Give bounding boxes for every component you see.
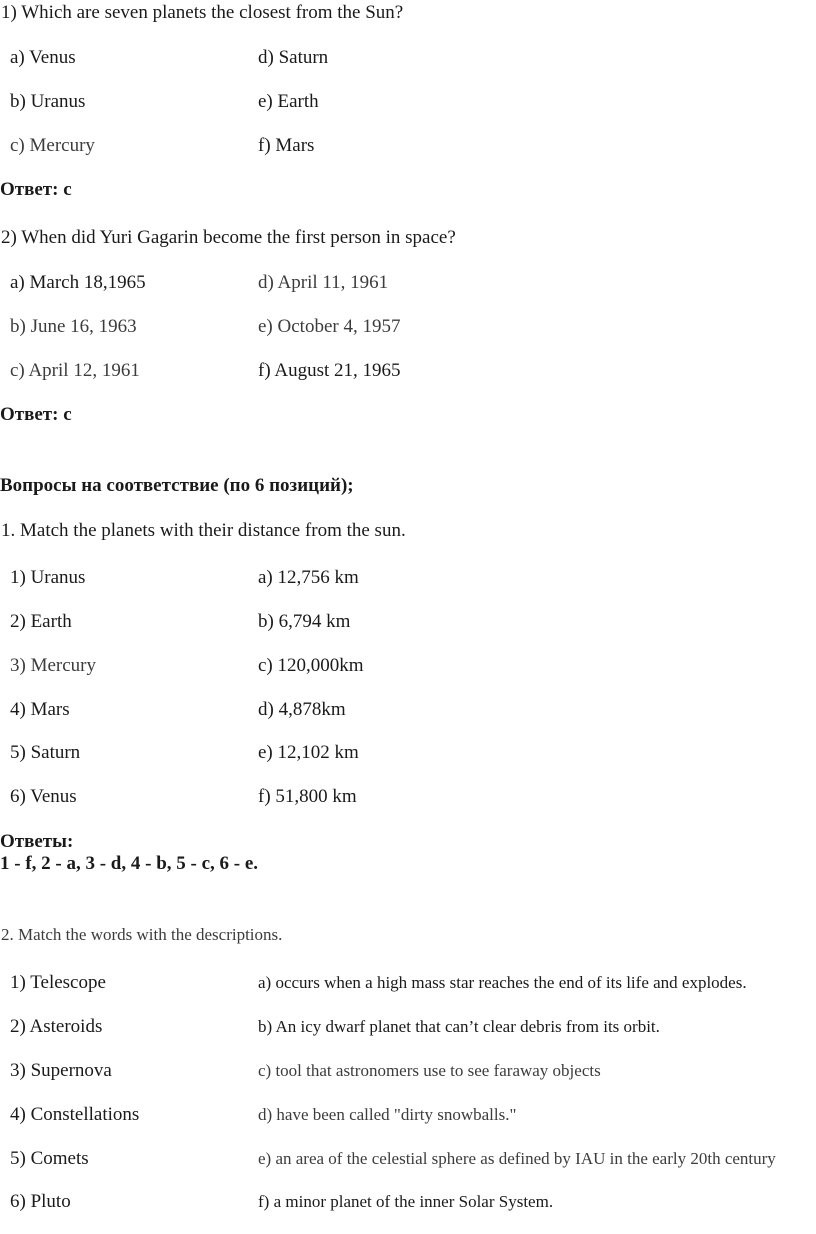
match2-right-a: a) occurs when a high mass star reaches the end of its life and explodes.	[258, 973, 747, 992]
match1-left-3: 3) Mercury	[10, 655, 96, 676]
match1-right-a: a) 12,756 km	[258, 567, 359, 588]
match2-left-6: 6) Pluto	[10, 1191, 71, 1212]
match2-left-1: 1) Telescope	[10, 972, 106, 993]
match2-left-2: 2) Asteroids	[10, 1016, 103, 1037]
match2-left-4: 4) Constellations	[10, 1104, 140, 1125]
match1-right-d: d) 4,878km	[258, 699, 346, 720]
match2-right-b: b) An icy dwarf planet that can’t clear debris from its orbit.	[258, 1017, 660, 1036]
match1-right-e: e) 12,102 km	[258, 742, 359, 763]
q2-option-e: e) October 4, 1957	[258, 316, 401, 337]
q2-option-c: c) April 12, 1961	[10, 360, 140, 381]
q2-option-d: d) April 11, 1961	[258, 272, 389, 293]
match2-right-c: c) tool that astronomers use to see faraway objects	[258, 1061, 601, 1080]
q2-option-f: f) August 21, 1965	[258, 360, 401, 381]
match-2-question: 2. Match the words with the descriptions.	[1, 925, 283, 944]
match1-right-f: f) 51,800 km	[258, 786, 357, 807]
match1-left-4: 4) Mars	[10, 699, 70, 720]
match2-left-3: 3) Supernova	[10, 1060, 112, 1081]
q2-answer: Ответ: c	[0, 404, 72, 425]
q1-option-f: f) Mars	[258, 135, 315, 156]
q1-option-a: a) Venus	[10, 47, 76, 68]
match1-answers-label: Ответы:	[0, 831, 74, 852]
match2-right-e: e) an area of the celestial sphere as defined by IAU in the early 20th century	[258, 1149, 776, 1168]
match1-right-c: c) 120,000km	[258, 655, 364, 676]
q2-option-a: a) March 18,1965	[10, 272, 146, 293]
q2-option-b: b) June 16, 1963	[10, 316, 137, 337]
question-1-text: 1) Which are seven planets the closest from the Sun?	[1, 2, 404, 23]
section-heading: Вопросы на соответствие (по 6 позиций);	[0, 475, 354, 496]
match-1-question: 1. Match the planets with their distance from the sun.	[1, 520, 406, 541]
match2-left-5: 5) Comets	[10, 1148, 89, 1169]
q1-option-e: e) Earth	[258, 91, 319, 112]
match1-left-5: 5) Saturn	[10, 742, 81, 763]
match1-right-b: b) 6,794 km	[258, 611, 351, 632]
match1-left-1: 1) Uranus	[10, 567, 86, 588]
match1-answers: 1 - f, 2 - a, 3 - d, 4 - b, 5 - c, 6 - e.	[0, 853, 259, 874]
question-2-text: 2) When did Yuri Gagarin become the first person in space?	[1, 227, 456, 248]
match2-right-d: d) have been called "dirty snowballs."	[258, 1105, 517, 1124]
q1-answer: Ответ: c	[0, 179, 72, 200]
match1-left-6: 6) Venus	[10, 786, 77, 807]
match2-right-f: f) a minor planet of the inner Solar System.	[258, 1192, 554, 1211]
q1-option-b: b) Uranus	[10, 91, 86, 112]
q1-option-d: d) Saturn	[258, 47, 329, 68]
q1-option-c: c) Mercury	[10, 135, 95, 156]
match1-left-2: 2) Earth	[10, 611, 72, 632]
